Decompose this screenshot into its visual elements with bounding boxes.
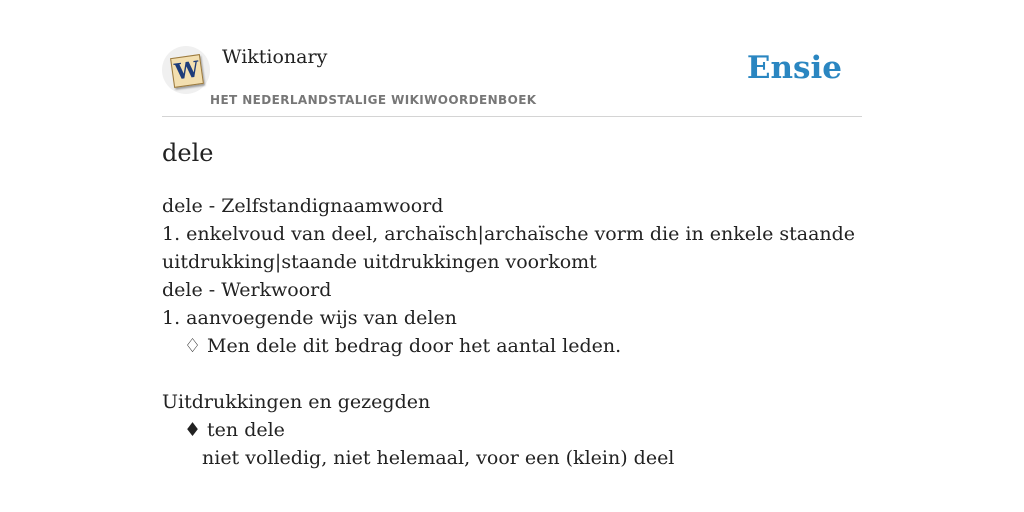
example-diamond-icon: ♢ [184, 335, 202, 357]
site-tagline: HET NEDERLANDSTALIGE WIKIWOORDENBOEK [210, 93, 537, 107]
entry-title: dele [162, 139, 214, 167]
entry-content [162, 192, 856, 472]
verb-definition: 1. aanvoegende wijs van delen [162, 307, 457, 329]
idiom-meaning: niet volledig, niet helemaal, voor een (klein) deel [202, 447, 675, 469]
idiom-item [162, 416, 842, 444]
noun-heading: dele - Zelfstandignaamwoord [162, 195, 444, 217]
wiktionary-logo[interactable] [162, 46, 210, 94]
spacer [162, 360, 842, 388]
example-sentence [162, 332, 842, 360]
idioms-heading: Uitdrukkingen en gezegden [162, 391, 431, 413]
wiktionary-logo-icon: W [170, 54, 204, 88]
idiom-diamond-icon: ♦ [184, 419, 202, 441]
site-name[interactable]: Wiktionary [222, 46, 328, 68]
noun-definition-line-2: uitdrukking|staande uitdrukkingen voorkomt [162, 251, 597, 273]
noun-definition-line-1: 1. enkelvoud van deel, archaïsch|archaïsche vorm die in enkele staande [162, 223, 856, 245]
idiom-text: ten dele [207, 419, 285, 441]
site-header [162, 0, 862, 117]
verb-heading: dele - Werkwoord [162, 279, 332, 301]
ensie-brand-link[interactable]: Ensie [746, 50, 842, 86]
example-text: Men dele dit bedrag door het aantal leden. [207, 335, 622, 357]
